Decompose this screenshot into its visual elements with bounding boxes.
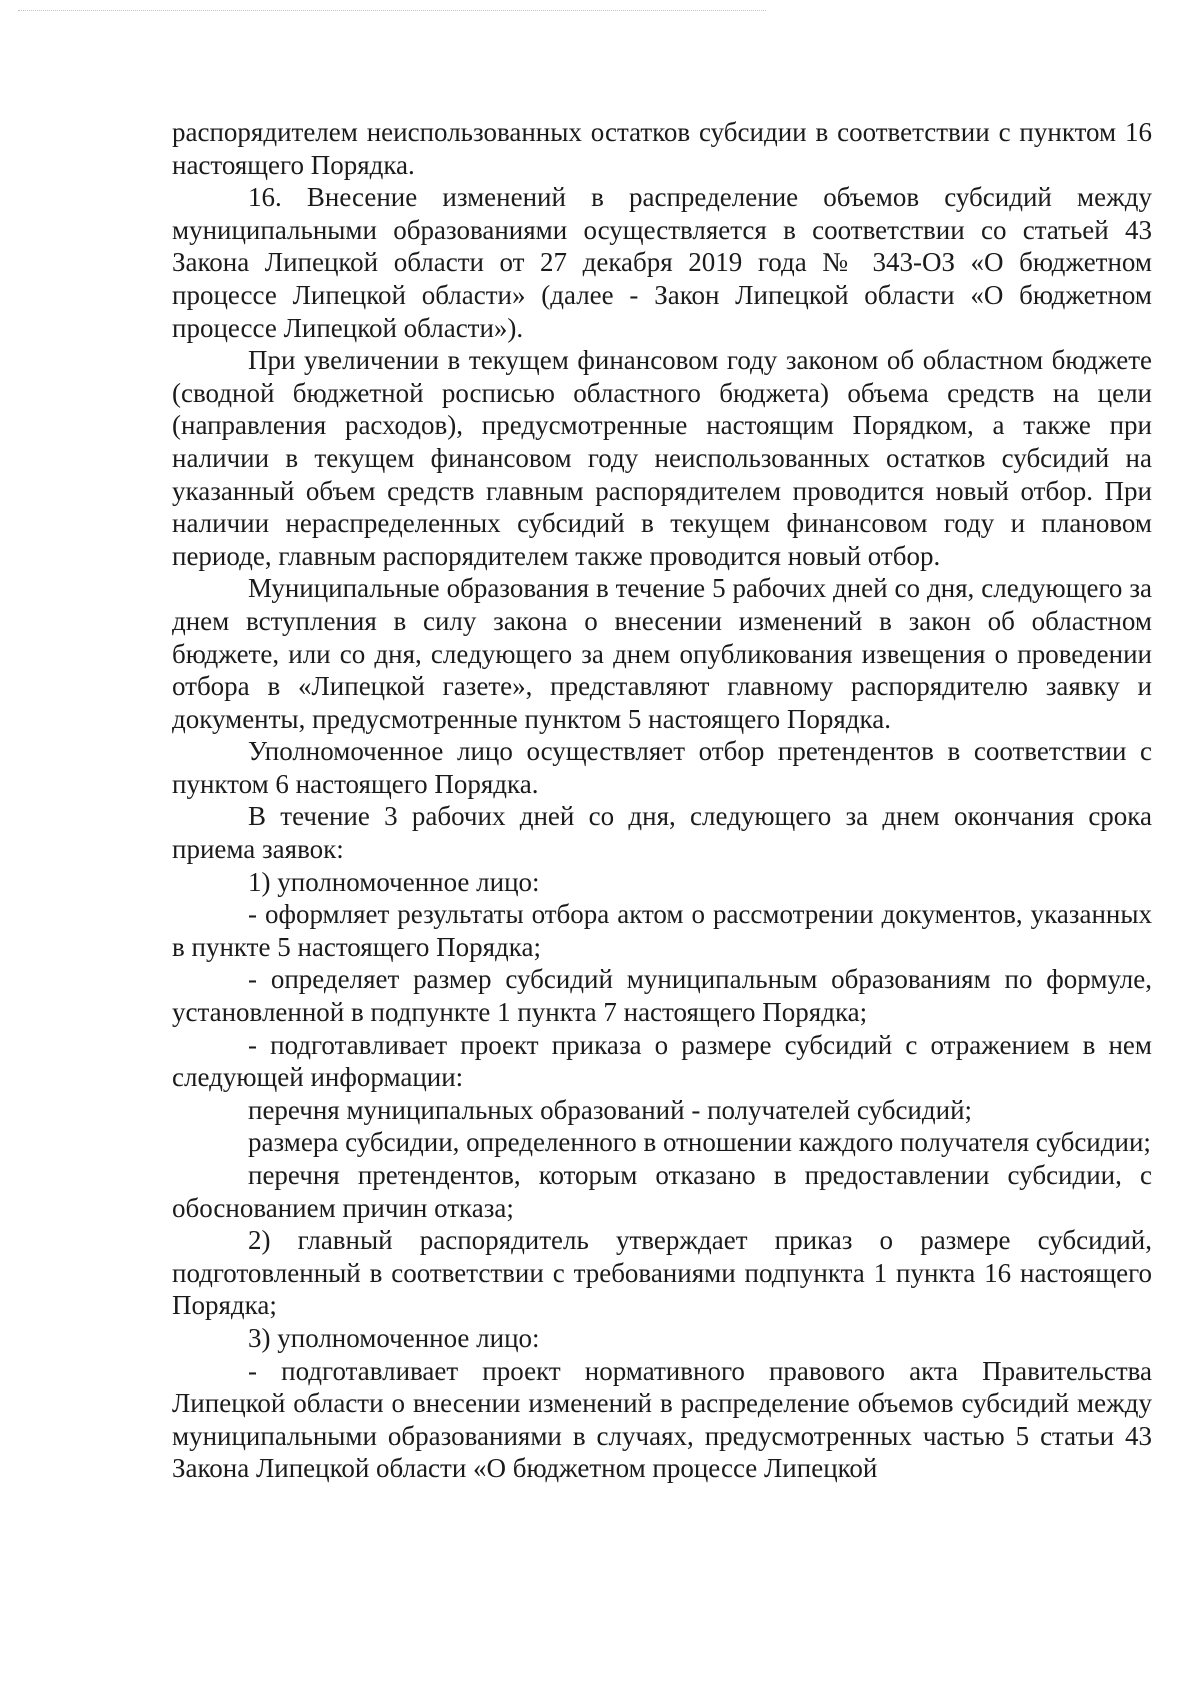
paragraph-three-days: В течение 3 рабочих дней со дня, следующего за днем окончания срока приема заявок: xyxy=(172,801,1152,865)
paragraph-increase-funding: При увеличении в текущем финансовом году законом об областном бюджете (сводной бюджетной росписью областного бюджета) объема средств на цели (направления расходов), предусмотренные настоящим Порядком, а также при наличии в текущем финансовом году неиспользованных остатков субсидий на указанный объем средств главным распорядителем проводится новый отбор. При наличии нераспределенных субсидий в текущем финансовом году и плановом периоде, главным распорядителем также проводится новый отбор. xyxy=(172,345,1152,571)
paragraph-municipal-application: Муниципальные образования в течение 5 рабочих дней со дня, следующего за днем вступления в силу закона о внесении изменений в закон об областном бюджете, или со дня, следующего за днем опубликования извещения о проведении отбора в «Липецкой газете», представляют главному распорядителю заявку и документы, предусмотренные пунктом 5 настоящего Порядка. xyxy=(172,573,1152,734)
document-body xyxy=(172,116,1152,1485)
paragraph-selection: Уполномоченное лицо осуществляет отбор претендентов в соответствии с пунктом 6 настоящего Порядка. xyxy=(172,736,1152,799)
scan-artifact-line xyxy=(18,10,766,11)
paragraph-item-16: 16. Внесение изменений в распределение объемов субсидий между муниципальными образованиями осуществляется в соответствии со статьей 43 Закона Липецкой области от 27 декабря 2019 года № 343-ОЗ «О бюджетном процессе Липецкой области» (далее - Закон Липецкой области «О бюджетном процессе Липецкой области»). xyxy=(172,182,1152,343)
list-subitem-prepare-order: - подготавливает проект приказа о размере субсидий с отражением в нем следующей информации: xyxy=(172,1029,1152,1093)
list-subitem-determine-size: - определяет размер субсидий муниципальным образованиям по формуле, установленной в подпункте 1 пункта 7 настоящего Порядка; xyxy=(172,964,1152,1028)
list-subitem-subsidy-size: размера субсидии, определенного в отношении каждого получателя субсидии; xyxy=(248,1127,1151,1158)
list-item-authorized-person-3: 3) уполномоченное лицо: xyxy=(248,1322,540,1353)
list-item-authorized-person-1: 1) уполномоченное лицо: xyxy=(248,866,540,897)
list-subitem-draft-act: - подготавливает проект нормативного правового акта Правительства Липецкой области о внесении изменений в распределение объемов субсидий между муниципальными образованиями в случаях, предусмотренных частью 5 статьи 43 Закона Липецкой области «О бюджетном процессе Липецкой xyxy=(172,1355,1152,1484)
list-subitem-recipients: перечня муниципальных образований - получателей субсидий; xyxy=(248,1094,973,1125)
list-subitem-results: - оформляет результаты отбора актом о рассмотрении документов, указанных в пункте 5 настоящего Порядка; xyxy=(172,899,1152,962)
list-item-chief-administrator-2: 2) главный распорядитель утверждает приказ о размере субсидий, подготовленный в соответствии с требованиями подпункта 1 пункта 16 настоящего Порядка; xyxy=(172,1225,1152,1321)
list-subitem-refused: перечня претендентов, которым отказано в предоставлении субсидии, с обоснованием причин отказа; xyxy=(172,1160,1152,1223)
paragraph-continuation: распорядителем неиспользованных остатков субсидии в соответствии с пунктом 16 настоящего Порядка. xyxy=(172,117,1152,180)
